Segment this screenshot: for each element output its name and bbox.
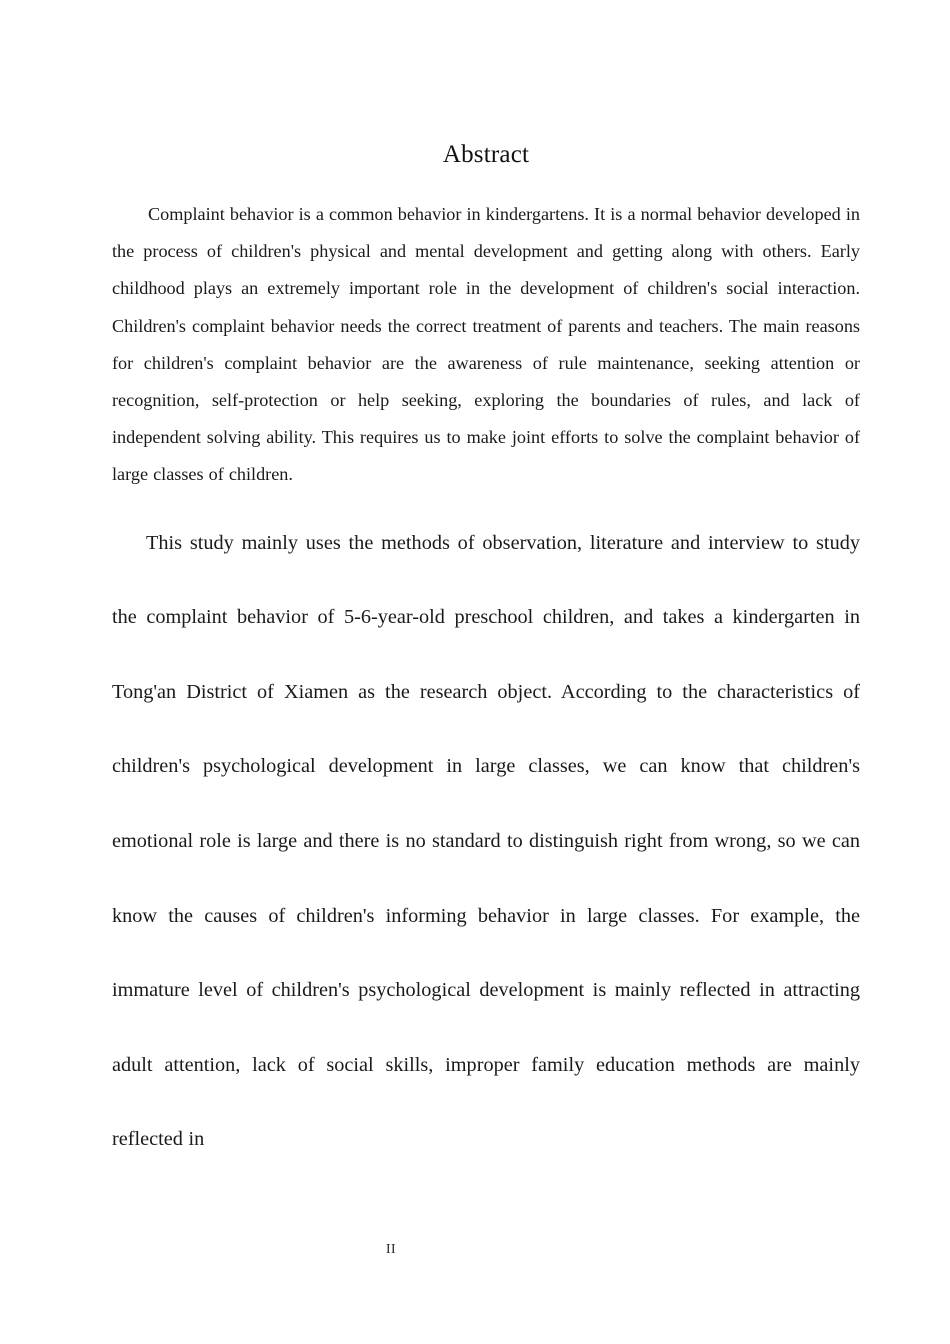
abstract-paragraph-1: Complaint behavior is a common behavior in kindergartens. It is a normal behavior developed in the process of children's physical and mental development and getting along with others. Early childhood plays an extremely important role in the development of children's social interaction. Children's complaint behavior needs the correct treatment of parents and teachers. The main reasons for children's complaint behavior are the awareness of rule maintenance, seeking attention or recognition, self-protection or help seeking, exploring the boundaries of rules, and lack of independent solving ability. This requires us to make joint efforts to solve the complaint behavior of large classes of children. xyxy=(112,204,860,485)
abstract-body xyxy=(112,196,860,1177)
page-title: Abstract xyxy=(442,140,530,168)
abstract-paragraph-2: This study mainly uses the methods of observation, literature and interview to study the complaint behavior of 5-6-year-old preschool children, and takes a kindergarten in Tong'an District of Xiamen as the research object. According to the characteristics of children's psychological development in large classes, we can know that children's emotional role is large and there is no standard to distinguish right from wrong, so we can know the causes of children's informing behavior in large classes. For example, the immature level of children's psychological development is mainly reflected in attracting adult attention, lack of social skills, improper family education methods are mainly reflected in xyxy=(112,531,860,1151)
footer-page-number: II xyxy=(386,1241,396,1256)
